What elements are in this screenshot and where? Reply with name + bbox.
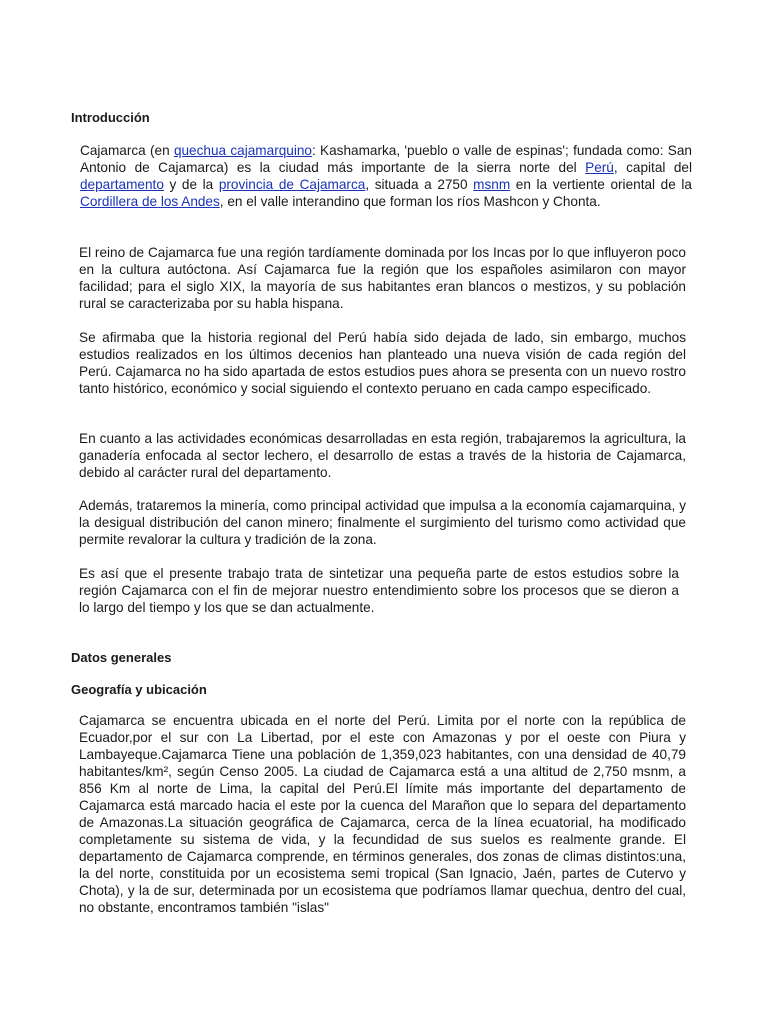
link-msnm[interactable]: msnm <box>473 177 511 192</box>
heading-introduccion: Introducción <box>71 110 150 125</box>
heading-geografia-ubicacion: Geografía y ubicación <box>71 682 207 697</box>
paragraph-intro-5: Además, trataremos la minería, como principal actividad que impulsa a la economía cajamarquina, y la desigual distribución del canon minero; finalmente el surgimiento del turismo como actividad que permite revalorar la cultura y tradición de la zona. <box>79 498 686 547</box>
intro-1-text-5: , situada a 2750 <box>365 177 474 192</box>
intro-1-text-2: : Kashamarka, 'pueblo o valle de espinas'; fundada como: San Antonio de Cajamarca) es la ciudad más importante de la sierra norte del <box>80 143 692 175</box>
intro-1-text-4: y de la <box>163 177 219 192</box>
paragraph-intro-6: Es así que el presente trabajo trata de sintetizar una pequeña parte de estos estudios sobre la región Cajamarca con el fin de mejorar nuestro entendimiento sobre los procesos que se dieron a lo largo del tiempo y los que se dan actualmente. <box>79 566 679 615</box>
paragraph-intro-2: El reino de Cajamarca fue una región tardíamente dominada por los Incas por lo que influyeron poco en la cultura autóctona. Así Cajamarca fue la región que los españoles asimilaron con mayor facilidad; para el siglo XIX, la mayoría de sus habitantes eran blancos o mestizos, y su población rural se caracterizaba por su habla hispana. <box>79 245 686 311</box>
intro-1-text-1: Cajamarca (en <box>80 143 174 158</box>
paragraph-intro-3: Se afirmaba que la historia regional del Perú había sido dejada de lado, sin embargo, muchos estudios realizados en los últimos decenios han planteado una nueva visión de cada región del Perú. Cajamarca no ha sido apartada de estos estudios pues ahora se presenta con un nuevo rostro tanto histórico, económico y social siguiendo el contexto peruano en cada campo especificado. <box>79 330 686 396</box>
intro-1-text-6: en la vertiente oriental de la <box>510 177 692 192</box>
intro-1-text-7: , en el valle interandino que forman los ríos Mashcon y Chonta. <box>219 194 601 209</box>
intro-1-text-3: , capital del <box>613 160 693 175</box>
link-peru[interactable]: Perú <box>585 160 614 175</box>
link-cordillera-de-los-andes[interactable]: Cordillera de los Andes <box>80 194 220 209</box>
link-departamento[interactable]: departamento <box>80 177 164 192</box>
heading-datos-generales: Datos generales <box>71 650 172 665</box>
paragraph-geografia-1: Cajamarca se encuentra ubicada en el norte del Perú. Limita por el norte con la república de Ecuador,por el sur con La Libertad, por el este con Amazonas y por el oeste con Piura y Lambayeque.Cajamarca Tiene una población de 1,359,023 habitantes, con una densidad de 40,79 habitantes/km², según Censo 2005. La ciudad de Cajamarca está a una altitud de 2,750 msnm, a 856 Km al norte de Lima, la capital del Perú.El límite más importante del departamento de Cajamarca está marcado hacia el este por la cuenca del Marañon que lo separa del departamento de Amazonas.La situación geográfica de Cajamarca, cerca de la línea ecuatorial, ha modificado completamente su sistema de vida, y la fecundidad de sus suelos es realmente grande. El departamento de Cajamarca comprende, en términos generales, dos zonas de climas distintos:una, la del norte, constituida por un ecosistema semi tropical (San Ignacio, Jaén, partes de Cutervo y Chota), y la de sur, determinada por un ecosistema que podríamos llamar quechua, dentro del cual, no obstante, encontramos también "islas" <box>79 713 686 915</box>
link-provincia-de-cajamarca[interactable]: provincia de Cajamarca <box>218 177 366 192</box>
link-quechua-cajamarquino[interactable]: quechua cajamarquino <box>173 143 312 158</box>
paragraph-intro-1 <box>80 142 692 210</box>
paragraph-intro-4: En cuanto a las actividades económicas desarrolladas en esta región, trabajaremos la agricultura, la ganadería enfocada al sector lechero, el desarrollo de estas a través de la historia de Cajamarca, debido al carácter rural del departamento. <box>79 431 686 480</box>
